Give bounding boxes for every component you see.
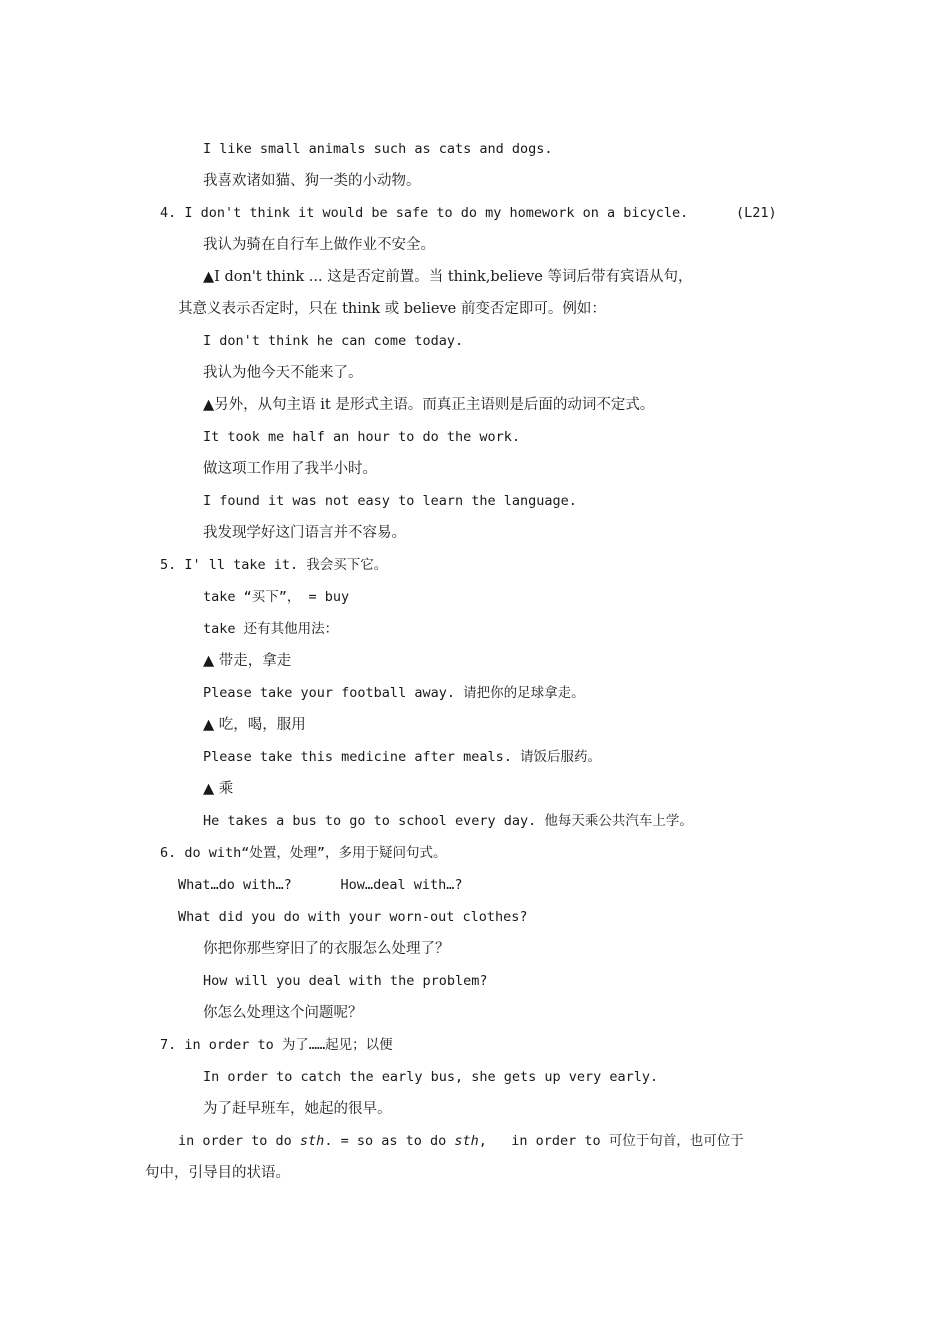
- item-5-heading: 5. I' ll take it. 我会买下它。: [160, 557, 388, 573]
- example-sentence: Please take your football away. 请把你的足球拿走。: [203, 685, 585, 701]
- item-4-heading: 4. I don't think it would be safe to do my homework on a bicycle.: [160, 205, 689, 221]
- example-sentence: What did you do with your worn-out clothes?: [178, 909, 528, 925]
- usage-text: . = so as to do: [324, 1133, 455, 1149]
- usage-sense: ▲ 吃，喝，服用: [203, 717, 306, 733]
- example-sentence: He takes a bus to go to school every day. 他每天乘公共汽车上学。: [203, 813, 693, 829]
- translation: 你把你那些穿旧了的衣服怎么处理了？: [203, 941, 450, 957]
- grammar-note: ▲I don't think ... 这是否定前置。当 think,believe 等词后带有宾语从句，: [203, 269, 693, 285]
- translation: 我认为他今天不能来了。: [203, 365, 363, 381]
- grammar-note-continued: 其意义表示否定时，只在 think 或 believe 前变否定即可。例如：: [178, 301, 606, 317]
- usage-italic: sth: [299, 1133, 325, 1149]
- usage-note-continued: 句中，引导目的状语。: [145, 1165, 290, 1181]
- pattern-line: What…do with…? How…deal with…?: [178, 877, 463, 893]
- example-sentence: Please take this medicine after meals. 请饭后服药。: [203, 749, 601, 765]
- usage-sense: ▲ 乘: [203, 781, 234, 797]
- lesson-reference: (L21): [736, 205, 777, 221]
- usage-italic: sth: [454, 1133, 479, 1149]
- usage-note: take 还有其他用法：: [203, 621, 339, 637]
- example-sentence: It took me half an hour to do the work.: [203, 429, 520, 445]
- usage-note: take “买下”， = buy: [203, 589, 350, 605]
- example-sentence: I found it was not easy to learn the language.: [203, 493, 577, 509]
- translation: 你怎么处理这个问题呢？: [203, 1005, 363, 1021]
- grammar-note: ▲另外，从句主语 it 是形式主语。而真正主语则是后面的动词不定式。: [203, 397, 655, 413]
- item-6-heading: 6. do with“处置，处理”，多用于疑问句式。: [160, 845, 447, 861]
- translation: 做这项工作用了我半小时。: [203, 461, 377, 477]
- example-sentence: I don't think he can come today.: [203, 333, 464, 349]
- example-sentence: In order to catch the early bus, she gets up very early.: [203, 1069, 659, 1085]
- translation: 我认为骑在自行车上做作业不安全。: [203, 237, 435, 253]
- translation: 我喜欢诸如猫、狗一类的小动物。: [203, 173, 421, 189]
- item-7-heading: 7. in order to 为了……起见；以便: [160, 1037, 393, 1053]
- usage-note: [178, 1131, 744, 1151]
- translation: 我发现学好这门语言并不容易。: [203, 525, 406, 541]
- example-sentence: How will you deal with the problem?: [203, 973, 488, 989]
- usage-sense: ▲ 带走，拿走: [203, 653, 292, 669]
- usage-text: in order to do: [178, 1133, 300, 1149]
- example-sentence: I like small animals such as cats and dogs.: [203, 141, 553, 157]
- usage-text: , in order to 可位于句首，也可位于: [478, 1133, 744, 1149]
- translation: 为了赶早班车，她起的很早。: [203, 1101, 392, 1117]
